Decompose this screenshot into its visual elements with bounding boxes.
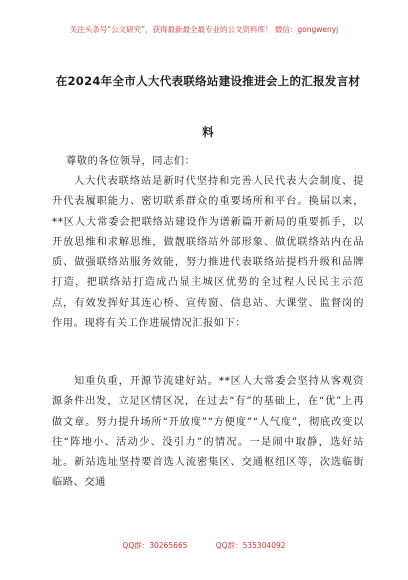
footer-qq-group-2: QQ群：535304092 (215, 541, 286, 550)
footer-qq-group-1: QQ群：30265665 (122, 541, 188, 550)
document-title: 在2024年全市人大代表联络站建设推进会上的汇报发言材 (55, 74, 361, 88)
footer-contact (0, 540, 408, 551)
salutation: 尊敬的各位领导，同志们： (66, 156, 196, 167)
header-banner: 关注头条号“公文研究”，获得最新最全最专业的公文资料库！ 微信：gongwenyj (69, 25, 339, 34)
document-title-continued: 料 (202, 125, 214, 139)
body-paragraph-1: 人大代表联络站是新时代坚持和完善人民代表大会制度、提升代表履职能力、密切联系群众的重要场所和平台。换届以来，**区人大常委会把联络站建设作为谱新篇开新局的重要抓手，以开放思维和求解思维，做靓联络站外部形象、做优联络站内在品质、做强联络站服务效能，努力推进代表联络站提档升级和品牌打造，把联络站打造成凸显主城区优势的全过程人民民主示范点，有效发挥好其连心桥、宣传窗、信息站、大课堂、监督岗的作用。现将有关工作进展情况汇报如下： (52, 176, 364, 330)
body-paragraph-2: 知重负重，开源节流建好站。**区人大常委会坚持从客观资源条件出发，立足区情区况，在过去“有”的基础上，在“优”上再做文章。努力提升场所“开放度”“方便度”“人气度”，彻底改变以往“阵地小、活动少、没引力”的情况。一是闹中取静，选好站址。新站选址坚持要首选人流密集区、交通枢纽区等，次选临街临路、交通 (52, 376, 364, 489)
